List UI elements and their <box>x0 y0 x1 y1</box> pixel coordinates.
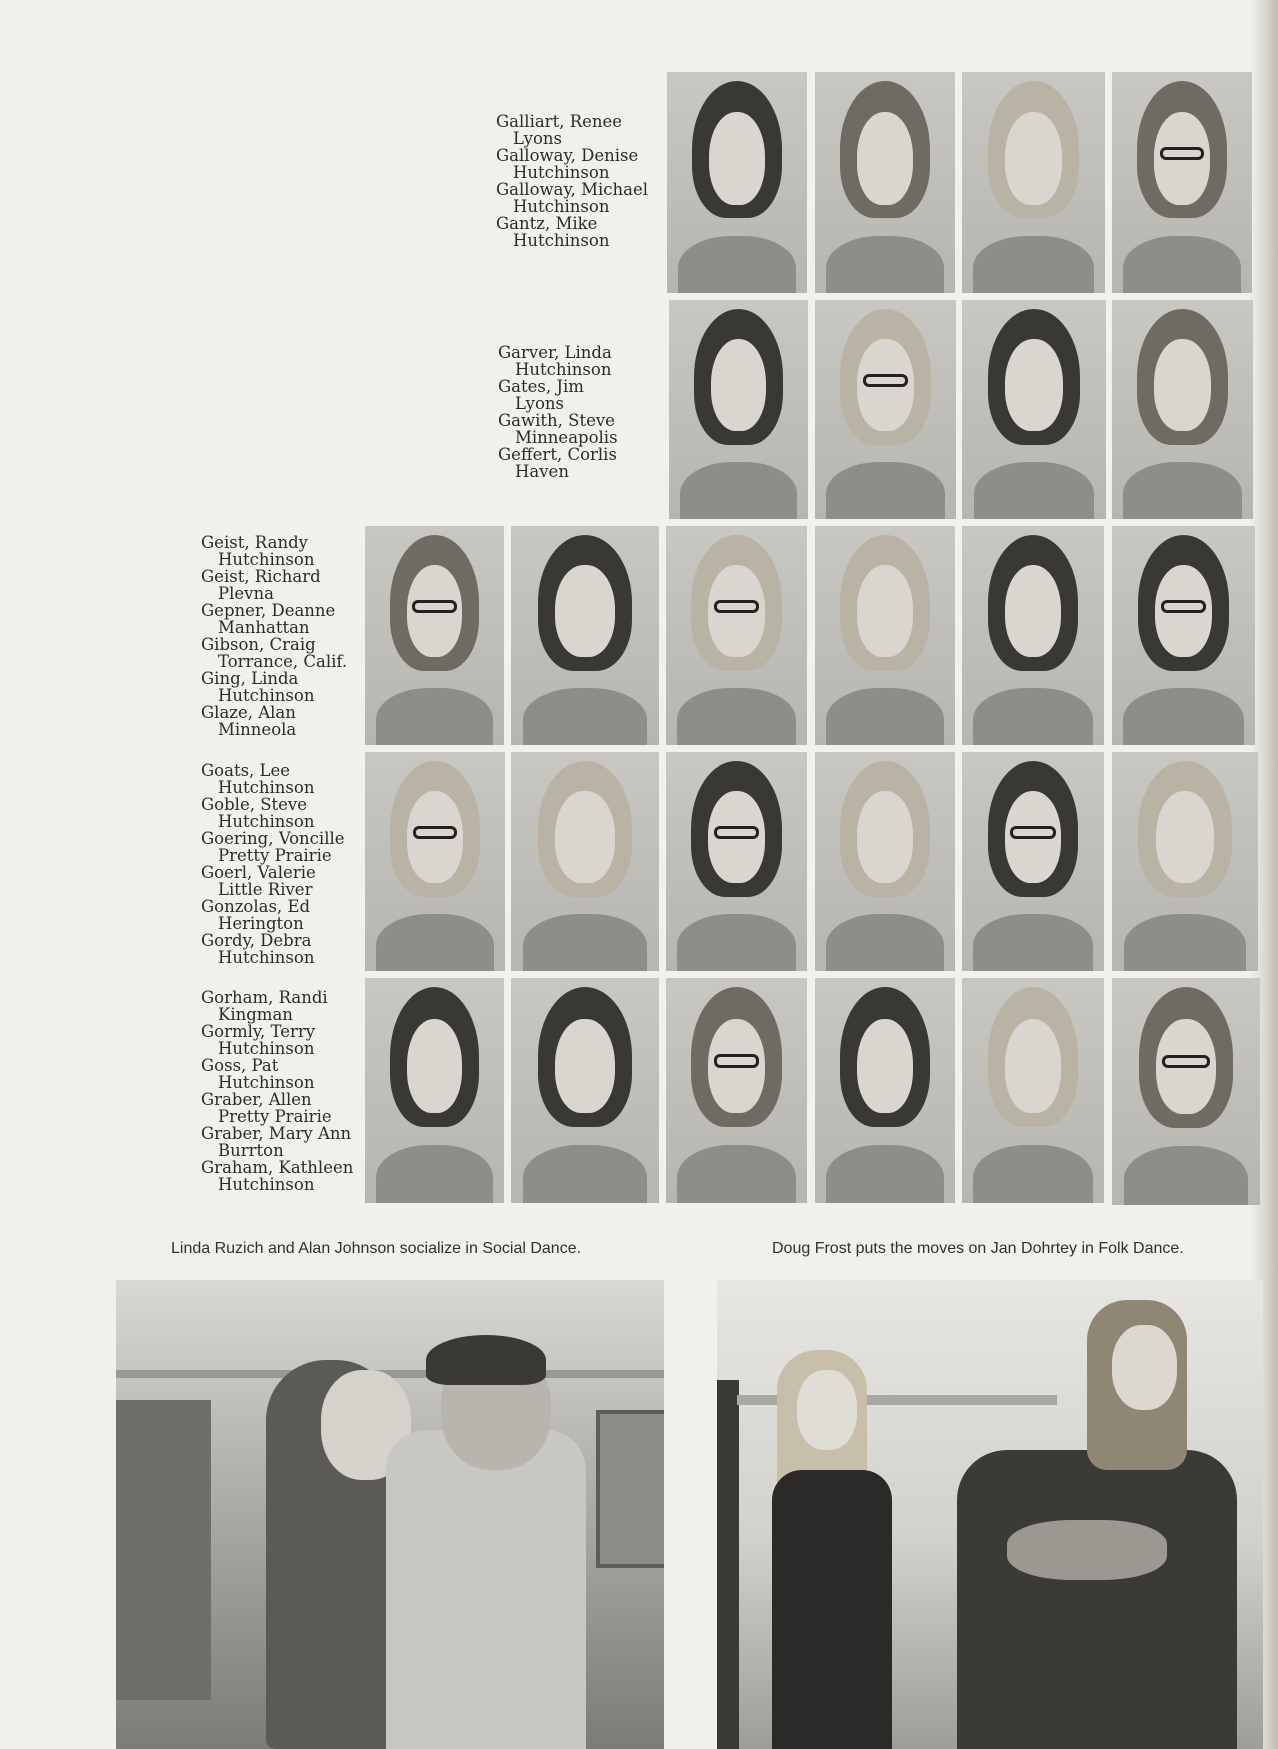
portrait-photo <box>815 978 955 1203</box>
student-hometown: Manhattan <box>218 618 310 637</box>
student-hometown: Lyons <box>513 129 563 148</box>
student-hometown: Haven <box>515 462 569 481</box>
portrait-photo <box>1112 300 1253 519</box>
student-hometown: Hutchinson <box>218 1175 315 1194</box>
portrait-photo <box>962 752 1104 971</box>
portrait-photo <box>815 300 956 519</box>
portrait-photo <box>962 300 1106 519</box>
portrait-photo <box>666 978 807 1203</box>
student-hometown: Little River <box>218 880 313 899</box>
student-name: Gormly, Terry <box>201 1022 316 1041</box>
portrait-photo <box>1112 752 1258 971</box>
portrait-photo <box>962 72 1105 293</box>
student-name: Galliart, Renee <box>496 112 623 131</box>
portrait-photo <box>962 978 1104 1203</box>
student-hometown: Hutchinson <box>513 231 610 250</box>
portrait-photo <box>511 978 659 1203</box>
portrait-photo <box>511 526 659 745</box>
student-name: Garver, Linda <box>498 343 612 362</box>
student-hometown: Hutchinson <box>218 812 315 831</box>
name-list-block-3 <box>201 534 347 738</box>
name-list-block-1 <box>496 113 648 249</box>
name-list-block-5 <box>201 989 353 1193</box>
caption-social-dance: Linda Ruzich and Alan Johnson socialize in Social Dance. <box>171 1240 582 1257</box>
portrait-photo <box>1112 72 1252 293</box>
student-name: Gawith, Steve <box>498 411 615 430</box>
student-hometown: Hutchinson <box>218 948 315 967</box>
student-name: Ging, Linda <box>201 669 299 688</box>
portrait-photo <box>815 72 955 293</box>
student-hometown: Hutchinson <box>218 1039 315 1058</box>
student-hometown: Hutchinson <box>218 550 315 569</box>
portrait-photo <box>365 752 505 971</box>
student-hometown: Hutchinson <box>513 197 610 216</box>
student-hometown: Hutchinson <box>218 686 315 705</box>
student-name: Gantz, Mike <box>496 214 598 233</box>
student-name: Graham, Kathleen <box>201 1158 354 1177</box>
student-name: Galloway, Denise <box>496 146 639 165</box>
portrait-photo <box>1112 526 1255 745</box>
student-name: Goerl, Valerie <box>201 863 316 882</box>
student-hometown: Torrance, Calif. <box>218 652 348 671</box>
student-hometown: Hutchinson <box>515 360 612 379</box>
student-hometown: Hutchinson <box>218 778 315 797</box>
caption-folk-dance: Doug Frost puts the moves on Jan Dohrtey in Folk Dance. <box>772 1240 1184 1257</box>
student-name: Geist, Randy <box>201 533 308 552</box>
student-name: Glaze, Alan <box>201 703 296 722</box>
student-name: Gonzolas, Ed <box>201 897 311 916</box>
student-name: Gordy, Debra <box>201 931 312 950</box>
name-list-block-2 <box>498 344 618 480</box>
portrait-photo <box>815 752 955 971</box>
student-name: Geffert, Corlis <box>498 445 617 464</box>
student-name: Gates, Jim <box>498 377 584 396</box>
student-hometown: Herington <box>218 914 304 933</box>
portrait-photo <box>962 526 1104 745</box>
student-name: Goss, Pat <box>201 1056 279 1075</box>
student-name: Galloway, Michael <box>496 180 649 199</box>
student-hometown: Hutchinson <box>513 163 610 182</box>
portrait-photo <box>666 526 807 745</box>
student-hometown: Lyons <box>515 394 565 413</box>
portrait-photo <box>815 526 955 745</box>
student-name: Geist, Richard <box>201 567 321 586</box>
student-hometown: Pretty Prairie <box>218 1107 332 1126</box>
student-name: Graber, Allen <box>201 1090 312 1109</box>
portrait-photo <box>666 752 807 971</box>
student-hometown: Burrton <box>218 1141 284 1160</box>
portrait-photo <box>1112 978 1260 1205</box>
candid-photo-social-dance <box>116 1280 664 1749</box>
student-name: Graber, Mary Ann <box>201 1124 352 1143</box>
student-name: Gibson, Craig <box>201 635 316 654</box>
portrait-photo <box>365 978 504 1203</box>
portrait-photo <box>365 526 504 745</box>
student-hometown: Pretty Prairie <box>218 846 332 865</box>
candid-photo-folk-dance <box>717 1280 1263 1749</box>
portrait-photo <box>669 300 808 519</box>
student-name: Gepner, Deanne <box>201 601 336 620</box>
portrait-photo <box>667 72 807 293</box>
portrait-photo <box>511 752 659 971</box>
student-name: Goats, Lee <box>201 761 291 780</box>
student-name: Gorham, Randi <box>201 988 328 1007</box>
student-hometown: Plevna <box>218 584 274 603</box>
student-hometown: Hutchinson <box>218 1073 315 1092</box>
student-hometown: Minneapolis <box>515 428 618 447</box>
student-hometown: Kingman <box>218 1005 293 1024</box>
student-hometown: Minneola <box>218 720 297 739</box>
name-list-block-4 <box>201 762 345 966</box>
student-name: Goering, Voncille <box>201 829 345 848</box>
student-name: Goble, Steve <box>201 795 307 814</box>
